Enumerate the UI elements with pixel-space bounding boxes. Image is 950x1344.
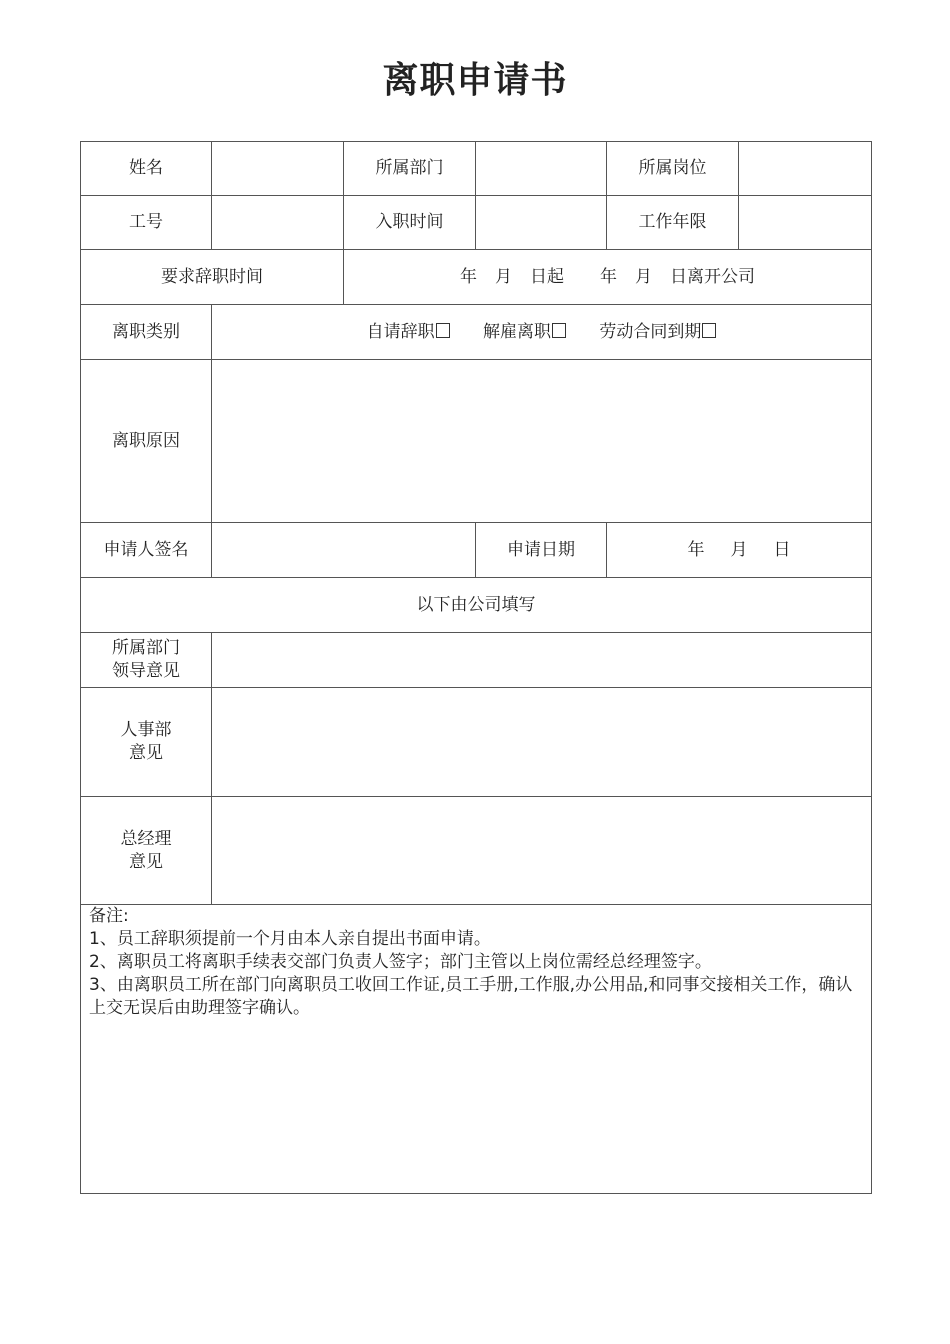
- gm-opinion-label: 总经理 意见: [81, 797, 212, 905]
- reason-label: 离职原因: [81, 360, 212, 523]
- hr-opinion-field[interactable]: [212, 688, 872, 797]
- gm-opinion-field[interactable]: [212, 797, 872, 905]
- note-item: 2、离职员工将离职手续表交部门负责人签字；部门主管以上岗位需经总经理签字。: [89, 952, 712, 972]
- option-contract-expiry[interactable]: 劳动合同到期: [599, 321, 716, 344]
- applicant-sign-label: 申请人签名: [81, 523, 212, 578]
- apply-month: 月: [730, 539, 748, 560]
- post-label: 所属岗位: [607, 142, 739, 196]
- resignation-form: [80, 141, 872, 1194]
- post-field[interactable]: [739, 142, 872, 196]
- resign-type-label: 离职类别: [81, 305, 212, 360]
- page-title: 离职申请书: [382, 60, 568, 101]
- dept-label: 所属部门: [344, 142, 476, 196]
- apply-year: 年: [687, 539, 705, 560]
- checkbox-contract-expiry[interactable]: [702, 323, 716, 338]
- apply-date-field[interactable]: [607, 523, 872, 578]
- note-item: 3、由离职员工所在部门向离职员工收回工作证,员工手册,工作服,办公用品,和同事交接相关工作，确认上交无误后由助理签字确认。: [89, 975, 853, 1018]
- to-month: 月: [635, 266, 652, 287]
- resign-time-label: 要求辞职时间: [81, 250, 344, 305]
- option-dismissal[interactable]: 解雇离职: [483, 321, 566, 344]
- name-label: 姓名: [81, 142, 212, 196]
- hire-date-label: 入职时间: [344, 196, 476, 250]
- apply-day: 日: [773, 539, 791, 560]
- applicant-sign-field[interactable]: [212, 523, 476, 578]
- dept-opinion-label: 所属部门 领导意见: [81, 633, 212, 688]
- notes-section: [81, 905, 872, 1194]
- employee-id-field[interactable]: [212, 196, 344, 250]
- reason-field[interactable]: [212, 360, 872, 523]
- notes-heading: 备注:: [89, 906, 129, 926]
- resign-type-options: [212, 305, 872, 360]
- checkbox-dismissal[interactable]: [552, 323, 566, 338]
- employee-id-label: 工号: [81, 196, 212, 250]
- company-section-header: 以下由公司填写: [81, 578, 872, 633]
- note-item: 1、员工辞职须提前一个月由本人亲自提出书面申请。: [89, 929, 491, 949]
- dept-field[interactable]: [476, 142, 607, 196]
- apply-date-label: 申请日期: [476, 523, 607, 578]
- hire-date-field[interactable]: [476, 196, 607, 250]
- checkbox-voluntary[interactable]: [436, 323, 450, 338]
- years-field[interactable]: [739, 196, 872, 250]
- to-year: 年: [600, 266, 617, 287]
- resign-time-field[interactable]: [344, 250, 872, 305]
- years-label: 工作年限: [607, 196, 739, 250]
- name-field[interactable]: [212, 142, 344, 196]
- to-day: 日离开公司: [670, 266, 755, 287]
- option-voluntary[interactable]: 自请辞职: [367, 321, 450, 344]
- hr-opinion-label: 人事部 意见: [81, 688, 212, 797]
- from-year: 年: [460, 266, 477, 287]
- dept-opinion-field[interactable]: [212, 633, 872, 688]
- from-month: 月: [495, 266, 512, 287]
- from-day: 日起: [530, 266, 564, 287]
